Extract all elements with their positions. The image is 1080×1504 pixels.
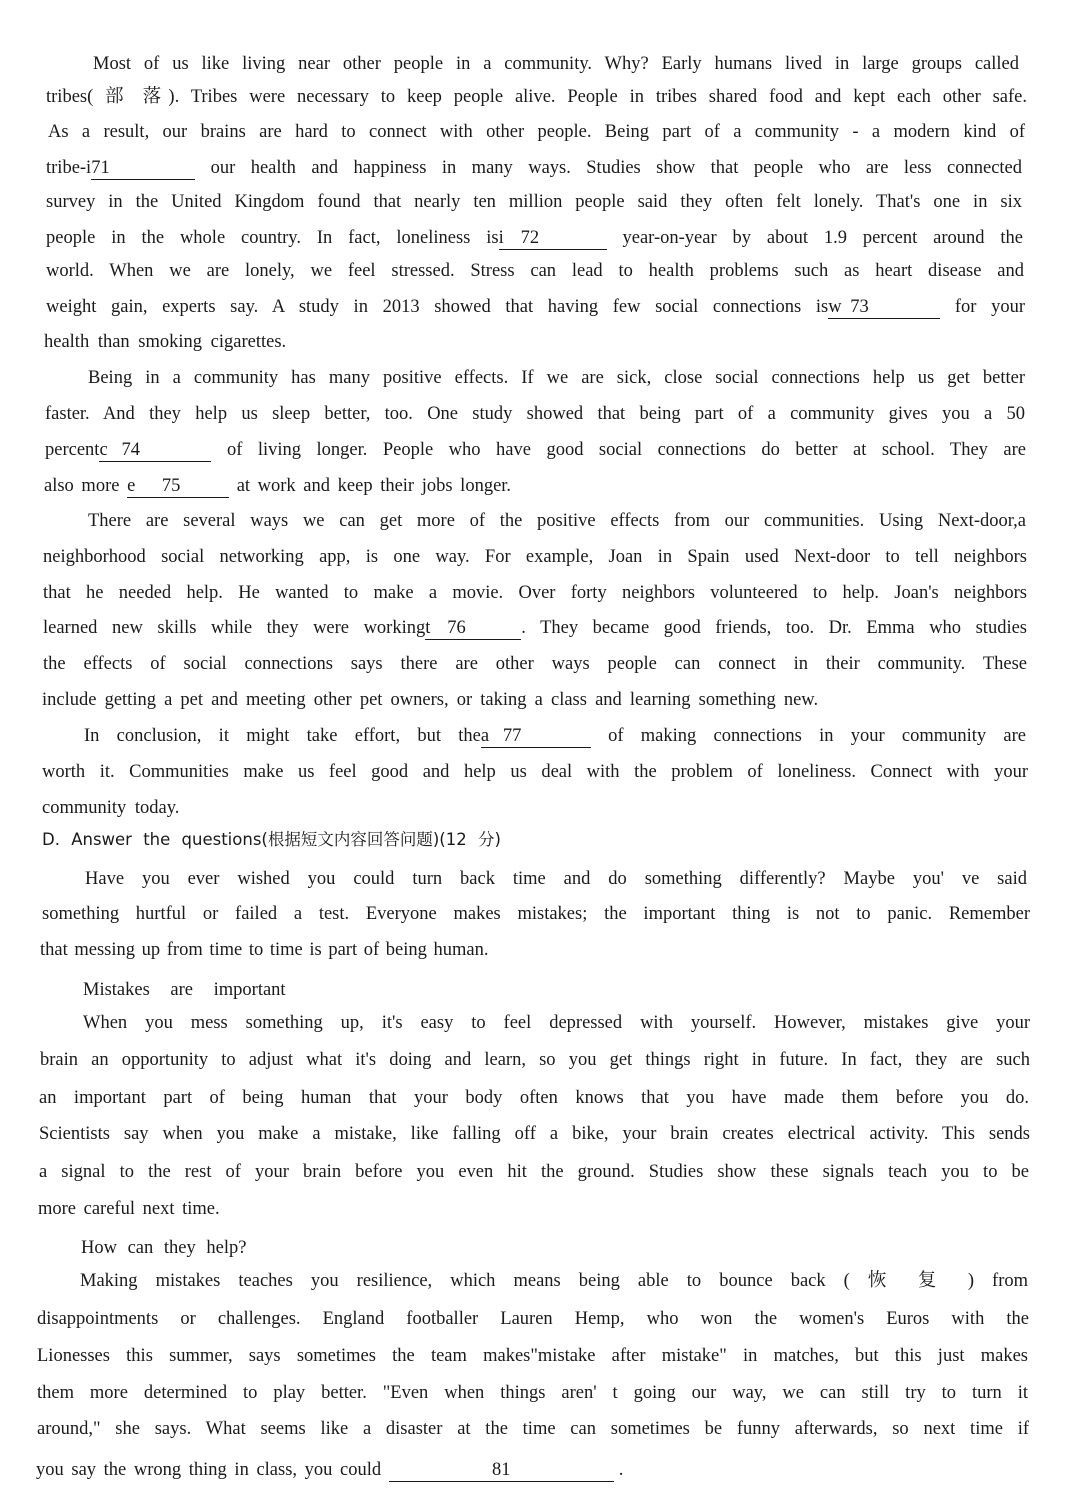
blank-74[interactable]: [99, 439, 211, 462]
blank-72[interactable]: [499, 227, 607, 250]
p2-line-4-end: at work and keep their jobs longer.: [236, 476, 512, 496]
p2-line-3-start: percent: [45, 440, 100, 460]
blank-77-letter: a: [480, 726, 490, 746]
p6-line-2: brain an opportunity to adjust what it's doing and learn, so you get things right in future. In fact, they are such: [40, 1050, 1030, 1070]
p1-line-5: survey in the United Kingdom found that nearly ten million people said they often felt lonely. That's one in six: [46, 192, 1022, 212]
p3-line-1: There are several ways we can get more of the positive effects from our communities. Using Next-door,a: [88, 511, 1026, 531]
blank-72-letter: i: [498, 228, 504, 248]
p7-line-2: disappointments or challenges. England footballer Lauren Hemp, who won the women's Euros with the: [37, 1309, 1029, 1329]
p7-line-6: [36, 1453, 736, 1487]
subheading-how-can-they-help: How can they help?: [81, 1238, 247, 1258]
subheading-mistakes-important: Mistakes are important: [83, 980, 286, 1000]
p1-line-6-start: people in the whole country. In fact, loneliness is: [46, 228, 499, 248]
p1-line-6: [46, 221, 1023, 255]
blank-76-letter: t: [425, 618, 431, 638]
blank-76[interactable]: [425, 617, 521, 640]
p3-line-4: [43, 611, 1027, 645]
p2-line-2: faster. And they help us sleep better, too. One study showed that being part of a community gives you a 50: [45, 404, 1025, 424]
p2-line-3: [45, 433, 1026, 467]
p1-line-3: As a result, our brains are hard to connect with other people. Being part of a community - a modern kind of: [48, 122, 1025, 142]
p4-line-1-start: In conclusion, it might take effort, but the: [84, 726, 481, 746]
p6-line-4: Scientists say when you make a mistake, like falling off a bike, your brain creates electrical activity. This sends: [39, 1124, 1030, 1144]
p7-line-6-end: .: [618, 1460, 624, 1480]
p6-line-6: more careful next time.: [38, 1199, 220, 1219]
blank-72-number: 72: [520, 228, 540, 248]
blank-76-number: 76: [447, 618, 466, 638]
p6-line-5: a signal to the rest of your brain before you even hit the ground. Studies show these signals teach you to be: [39, 1162, 1029, 1182]
blank-81-number: 81: [492, 1460, 511, 1480]
p3-line-6: include getting a pet and meeting other pet owners, or taking a class and learning something new.: [42, 690, 819, 710]
p1-line-4-start: tribe-i: [46, 158, 92, 178]
p6-line-3: an important part of being human that your body often knows that you have made them before you do.: [39, 1088, 1029, 1108]
blank-73[interactable]: [828, 296, 940, 319]
blank-73-letter: w: [828, 297, 842, 317]
p3-line-4-start: learned new skills while they were working: [43, 618, 426, 638]
p1-line-4-end: our health and happiness in many ways. Studies show that people who are less connected: [210, 158, 1023, 178]
p7-line-5: around," she says. What seems like a disaster at the time can sometimes be funny afterwards, so next time if: [37, 1419, 1029, 1439]
p4-line-3: community today.: [42, 798, 180, 818]
p1-line-9: health than smoking cigarettes.: [44, 332, 287, 352]
p2-line-4-start: also more: [44, 476, 120, 496]
blank-73-number: 73: [850, 297, 869, 317]
section-d-heading: D. Answer the questions(根据短文内容回答问题)(12 分): [42, 830, 501, 849]
p2-line-1: Being in a community has many positive effects. If we are sick, close social connections help us get better: [88, 368, 1025, 388]
blank-75-letter: e: [127, 476, 136, 496]
blank-71[interactable]: [91, 157, 195, 180]
p4-line-1: [84, 719, 1026, 753]
p1-line-8: [46, 290, 1025, 324]
p7-line-1: Making mistakes teaches you resilience, which means being able to bounce back ( 恢 复 ) from: [80, 1271, 1028, 1291]
p4-line-2: worth it. Communities make us feel good and help us deal with the problem of loneliness. Connect with your: [42, 762, 1028, 782]
p1-line-2: tribes( 部 落). Tribes were necessary to keep people alive. People in tribes shared food and kept each other safe.: [46, 87, 1027, 107]
p2-line-4: [44, 469, 564, 503]
p3-line-4-end: . They became good friends, too. Dr. Emma who studies: [521, 618, 1027, 638]
p7-line-3: Lionesses this summer, says sometimes the team makes"mistake after mistake" in matches, but this just makes: [37, 1346, 1028, 1366]
p1-line-8-start: weight gain, experts say. A study in 2013 showed that having few social connections is: [46, 297, 829, 317]
p5-line-2: something hurtful or failed a test. Everyone makes mistakes; the important thing is not to panic. Remember: [42, 904, 1030, 924]
p3-line-5: the effects of social connections says there are other ways people can connect in their community. These: [43, 654, 1027, 674]
p1-line-7: world. When we are lonely, we feel stressed. Stress can lead to health problems such as heart disease and: [46, 261, 1024, 281]
p1-line-6-end: year-on-year by about 1.9 percent around the: [622, 228, 1024, 248]
p2-line-3-end: of living longer. People who have good social connections do better at school. They are: [226, 440, 1027, 460]
p5-line-1: Have you ever wished you could turn back time and do something differently? Maybe you' ve said: [85, 869, 1027, 889]
p7-line-4: them more determined to play better. "Even when things aren' t going our way, we can still try to turn it: [37, 1383, 1028, 1403]
blank-77-number: 77: [502, 726, 522, 746]
blank-75[interactable]: [127, 475, 229, 498]
blank-77[interactable]: [481, 725, 591, 748]
p5-line-3: that messing up from time to time is part of being human.: [40, 940, 489, 960]
blank-74-letter: c: [99, 440, 108, 460]
p1-line-8-end: for your: [954, 297, 1025, 317]
p3-line-2: neighborhood social networking app, is one way. For example, Joan in Spain used Next-door to tell neighbors: [43, 547, 1027, 567]
blank-81[interactable]: [389, 1459, 614, 1482]
p1-line-4: [46, 151, 1022, 185]
p6-line-1: When you mess something up, it's easy to feel depressed with yourself. However, mistakes give your: [83, 1013, 1030, 1033]
blank-74-number: 74: [121, 440, 140, 460]
p3-line-3: that he needed help. He wanted to make a movie. Over forty neighbors volunteered to help. Joan's neighbors: [43, 583, 1027, 603]
blank-71-number: 71: [91, 158, 110, 178]
p7-line-6-start: you say the wrong thing in class, you could: [36, 1460, 382, 1480]
blank-75-number: 75: [161, 476, 181, 496]
p1-line-1: Most of us like living near other people in a community. Why? Early humans lived in large groups called: [93, 54, 1019, 74]
p4-line-1-end: of making connections in your community are: [608, 726, 1026, 746]
